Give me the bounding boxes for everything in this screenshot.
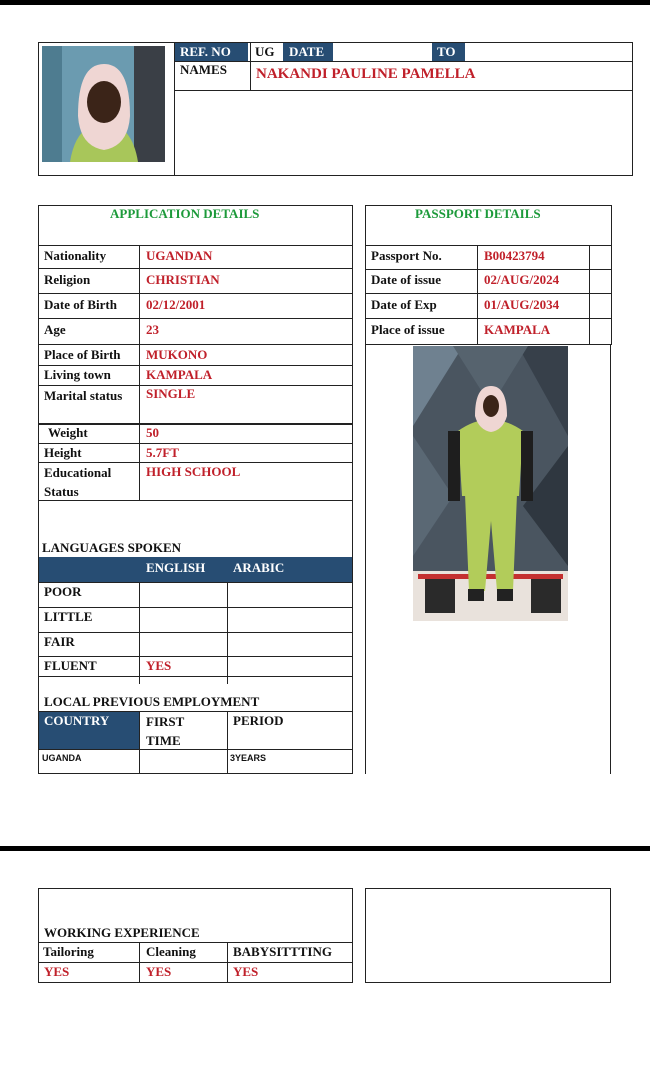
app-label-nationality: Nationality [44, 248, 107, 263]
application-title: APPLICATION DETAILS [110, 206, 260, 221]
passport-title: PASSPORT DETAILS [415, 206, 541, 221]
app-value-nationality: UGANDAN [146, 248, 213, 263]
lang-level-fair: FAIR [44, 634, 75, 649]
full-body-photo [413, 346, 568, 621]
ref-no-label: REF. NO [180, 44, 231, 59]
app-label-height: Height [44, 445, 82, 460]
skill-tailoring: Tailoring [43, 944, 94, 959]
app-value-religion: CHRISTIAN [146, 272, 220, 287]
app-value-place-of-birth: MUKONO [146, 347, 208, 362]
top-border [0, 0, 650, 5]
app-value-dob: 02/12/2001 [146, 297, 206, 312]
employment-country: UGANDA [42, 753, 82, 763]
app-label-marital-status: Marital status [44, 388, 123, 403]
ref-no-value: UG [255, 44, 275, 59]
app-label-age: Age [44, 322, 66, 337]
employment-period: 3YEARS [230, 753, 267, 763]
lang-level-fluent: FLUENT [44, 658, 97, 673]
lang-col-english: ENGLISH [146, 560, 206, 575]
passport-value-issue-date: 02/AUG/2024 [484, 272, 560, 287]
section-divider [0, 846, 650, 851]
lang-level-little: LITTLE [44, 609, 93, 624]
to-label: TO [437, 44, 456, 59]
blank-box [365, 888, 611, 983]
lang-fluent-english: YES [146, 658, 172, 673]
skill-babysitting: BABYSITTTING [233, 944, 332, 959]
portrait-photo [42, 46, 165, 162]
app-value-living-town: KAMPALA [146, 367, 213, 382]
skill-babysitting-answer: YES [233, 964, 259, 979]
employment-col-period: PERIOD [233, 713, 284, 728]
employment-col-first-time: FIRST TIME [146, 714, 185, 748]
lang-col-arabic: ARABIC [233, 560, 285, 575]
skill-tailoring-answer: YES [44, 964, 70, 979]
date-label: DATE [289, 44, 325, 59]
languages-title: LANGUAGES SPOKEN [42, 540, 182, 555]
passport-label-issue-date: Date of issue [371, 272, 442, 287]
experience-title: WORKING EXPERIENCE [44, 925, 200, 940]
app-label-religion: Religion [44, 272, 91, 287]
passport-label-number: Passport No. [371, 248, 442, 263]
app-label-place-of-birth: Place of Birth [44, 347, 121, 362]
app-label-educational-status: Educational Status [44, 465, 112, 499]
names-value: NAKANDI PAULINE PAMELLA [256, 66, 476, 82]
app-label-living-town: Living town [44, 367, 111, 382]
employment-title: LOCAL PREVIOUS EMPLOYMENT [44, 694, 260, 709]
passport-label-place-of-issue: Place of issue [371, 322, 445, 337]
names-label: NAMES [180, 62, 227, 77]
passport-label-expiry-date: Date of Exp [371, 297, 437, 312]
lang-level-poor: POOR [44, 584, 82, 599]
app-label-dob: Date of Birth [44, 297, 117, 312]
skill-cleaning: Cleaning [146, 944, 196, 959]
app-value-age: 23 [146, 322, 159, 337]
app-value-height: 5.7FT [146, 445, 179, 460]
skill-cleaning-answer: YES [146, 964, 172, 979]
app-label-weight: Weight [48, 425, 88, 440]
app-value-weight: 50 [146, 425, 159, 440]
passport-value-number: B00423794 [484, 248, 545, 263]
employment-col-country: COUNTRY [44, 713, 110, 728]
app-value-marital-status: SINGLE [146, 386, 196, 401]
passport-value-expiry-date: 01/AUG/2034 [484, 297, 560, 312]
passport-value-place-of-issue: KAMPALA [484, 322, 551, 337]
app-value-educational-status: HIGH SCHOOL [146, 464, 241, 479]
